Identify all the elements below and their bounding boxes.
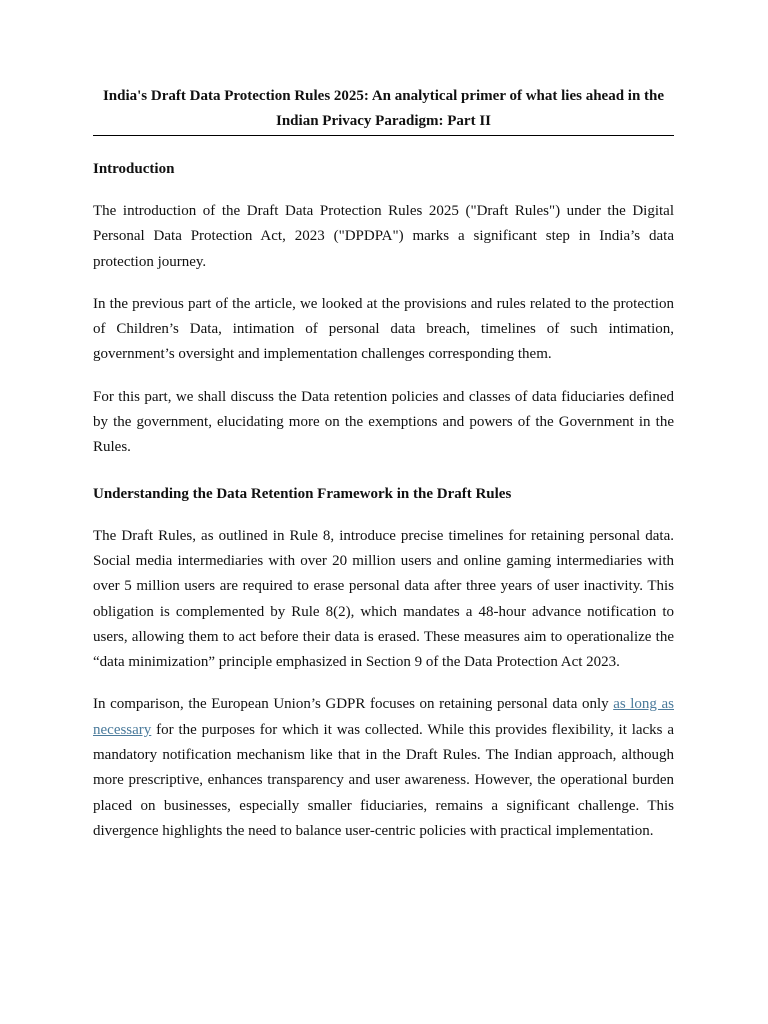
document-page (93, 84, 674, 844)
intro-paragraph-1: The introduction of the Draft Data Protection Rules 2025 ("Draft Rules") under the Digital Personal Data Protection Act, 2023 ("DPDPA") marks a significant step in India’s data protection journey. (93, 203, 674, 270)
retention-paragraph-2 (93, 692, 674, 844)
retention-paragraph-1: The Draft Rules, as outlined in Rule 8, introduce precise timelines for retaining personal data. Social media intermediaries with over 20 million users and online gaming intermediaries with over 5 million users are required to erase personal data after three years of user inactivity. This obligation is complemented by Rule 8(2), which mandates a 48-hour advance notification to users, allowing them to act before their data is erased. These measures aim to operationalize the “data minimization” principle emphasized in Section 9 of the Data Protection Act 2023. (93, 527, 674, 671)
gdpr-necessity-link[interactable]: as long as necessary (93, 696, 674, 738)
retention-heading: Understanding the Data Retention Framework in the Draft Rules (93, 485, 512, 502)
document-title: India's Draft Data Protection Rules 2025: An analytical primer of what lies ahead in the Indian Privacy Paradigm: Part II (93, 84, 674, 136)
intro-paragraph-3: For this part, we shall discuss the Data retention policies and classes of data fiduciaries defined by the government, elucidating more on the exemptions and powers of the Government in the Rules. (93, 388, 674, 456)
intro-paragraph-2: In the previous part of the article, we looked at the provisions and rules related to the protection of Children’s Data, intimation of personal data breach, timelines of such intimation, government’s oversight and implementation challenges corresponding them. (93, 295, 674, 363)
introduction-heading: Introduction (93, 161, 175, 177)
retention-paragraph-2-end: for the purposes for which it was collected. While this provides flexibility, it lacks a mandatory notification mechanism like that in the Draft Rules. The Indian approach, although more prescriptive, enhances transparency and user awareness. However, the operational burden placed on businesses, especially smaller fiduciaries, remains a significant challenge. This divergence highlights the need to balance user-centric policies with practical implementation. (93, 721, 674, 839)
retention-paragraph-2-start: In comparison, the European Union’s GDPR focuses on retaining personal data only (93, 696, 614, 713)
